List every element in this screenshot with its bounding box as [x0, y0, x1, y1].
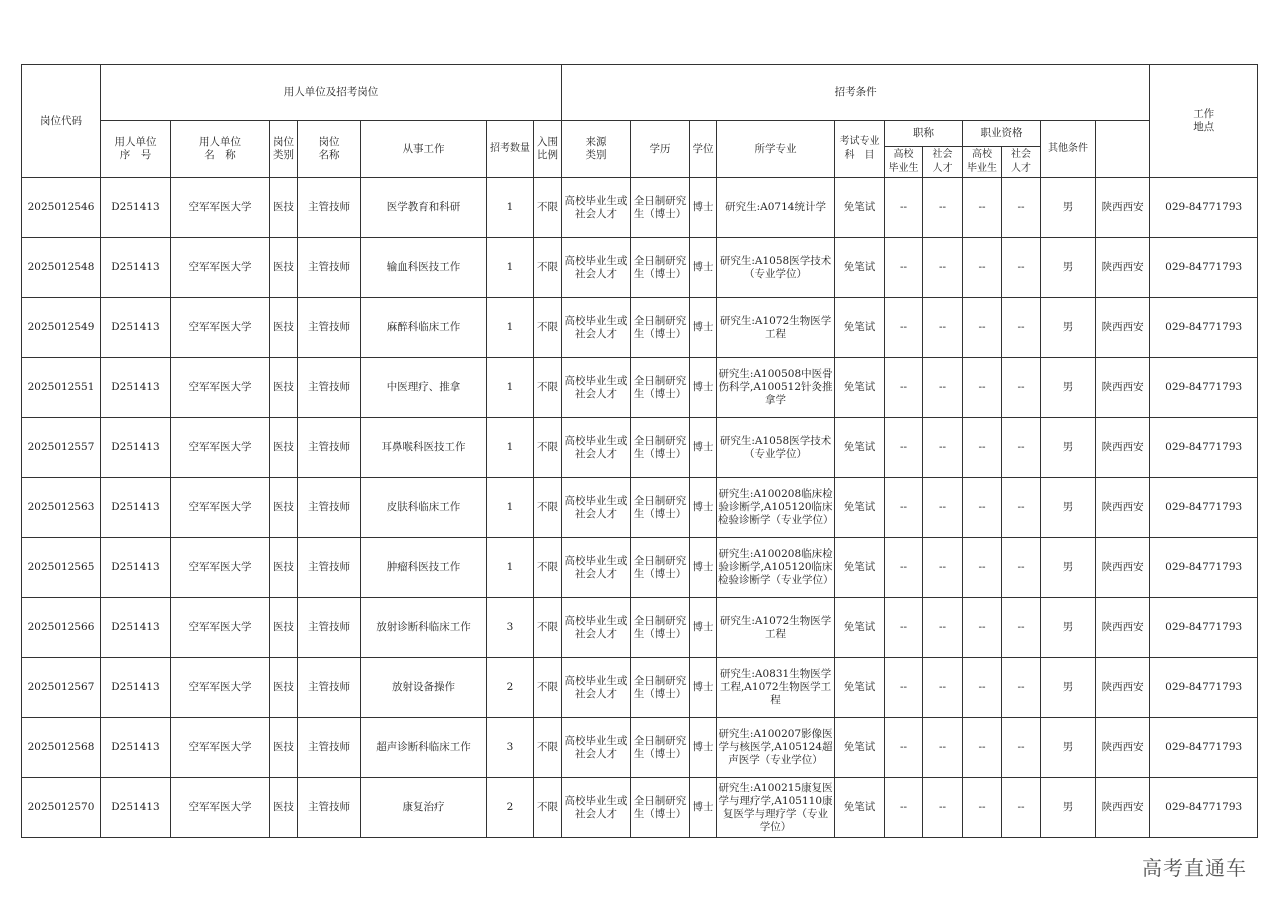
title-grad-cell: --	[885, 298, 923, 358]
education-cell: 全日制研究生（博士）	[631, 538, 690, 598]
education-cell: 全日制研究生（博士）	[631, 598, 690, 658]
qual-social-cell: --	[1002, 658, 1041, 718]
phone-cell: 029-84771793	[1150, 478, 1258, 538]
post-code-cell: 2025012548	[22, 238, 101, 298]
source-type-cell: 高校毕业生或社会人才	[562, 238, 631, 298]
source-type-cell: 高校毕业生或社会人才	[562, 178, 631, 238]
count-cell: 1	[487, 358, 534, 418]
work-location-cell: 陕西西安	[1096, 718, 1150, 778]
work-location-cell: 陕西西安	[1096, 358, 1150, 418]
ratio-cell: 不限	[534, 238, 562, 298]
header-employer-name: 用人单位 名 称	[171, 121, 270, 178]
title-social-cell: --	[923, 298, 963, 358]
other-cell: 男	[1041, 598, 1096, 658]
post-code-cell: 2025012557	[22, 418, 101, 478]
post-name-cell: 主管技师	[298, 418, 361, 478]
title-grad-cell: --	[885, 418, 923, 478]
work-location-cell: 陕西西安	[1096, 658, 1150, 718]
post-type-cell: 医技	[270, 178, 298, 238]
post-code-cell: 2025012551	[22, 358, 101, 418]
other-cell: 男	[1041, 538, 1096, 598]
table-row	[22, 178, 1258, 238]
table-row	[22, 778, 1258, 838]
qual-grad-cell: --	[963, 538, 1002, 598]
other-cell: 男	[1041, 298, 1096, 358]
header-exam-subject: 考试专业 科 目	[835, 121, 885, 178]
other-cell: 男	[1041, 238, 1096, 298]
education-cell: 全日制研究生（博士）	[631, 238, 690, 298]
qual-grad-cell: --	[963, 598, 1002, 658]
employer-seq-cell: D251413	[101, 418, 171, 478]
source-type-cell: 高校毕业生或社会人才	[562, 598, 631, 658]
title-social-cell: --	[923, 358, 963, 418]
work-location-cell: 陕西西安	[1096, 178, 1150, 238]
post-type-cell: 医技	[270, 298, 298, 358]
qual-grad-cell: --	[963, 478, 1002, 538]
duty-cell: 放射诊断科临床工作	[361, 598, 487, 658]
duty-cell: 耳鼻喉科医技工作	[361, 418, 487, 478]
title-grad-cell: --	[885, 178, 923, 238]
header-employer-seq: 用人单位 序 号	[101, 121, 171, 178]
post-name-cell: 主管技师	[298, 358, 361, 418]
watermark-text: 高考直通车	[1142, 856, 1247, 880]
degree-cell: 博士	[690, 238, 717, 298]
post-name-cell: 主管技师	[298, 778, 361, 838]
degree-cell: 博士	[690, 538, 717, 598]
header-major: 所学专业	[717, 121, 835, 178]
duty-cell: 医学教育和科研	[361, 178, 487, 238]
title-grad-cell: --	[885, 358, 923, 418]
header-row-2	[22, 121, 1258, 147]
title-social-cell: --	[923, 718, 963, 778]
education-cell: 全日制研究生（博士）	[631, 658, 690, 718]
duty-cell: 肿瘤科医技工作	[361, 538, 487, 598]
degree-cell: 博士	[690, 658, 717, 718]
employer-seq-cell: D251413	[101, 358, 171, 418]
exam-subject-cell: 免笔试	[835, 178, 885, 238]
qual-grad-cell: --	[963, 778, 1002, 838]
employer-seq-cell: D251413	[101, 538, 171, 598]
post-type-cell: 医技	[270, 658, 298, 718]
phone-cell: 029-84771793	[1150, 418, 1258, 478]
header-work-location: 工作 地点	[1150, 65, 1258, 178]
count-cell: 2	[487, 658, 534, 718]
table-row	[22, 658, 1258, 718]
post-code-cell: 2025012567	[22, 658, 101, 718]
duty-cell: 麻醉科临床工作	[361, 298, 487, 358]
employer-name-cell: 空军军医大学	[171, 418, 270, 478]
exam-subject-cell: 免笔试	[835, 718, 885, 778]
employer-seq-cell: D251413	[101, 478, 171, 538]
table-row	[22, 298, 1258, 358]
source-type-cell: 高校毕业生或社会人才	[562, 778, 631, 838]
ratio-cell: 不限	[534, 358, 562, 418]
ratio-cell: 不限	[534, 778, 562, 838]
degree-cell: 博士	[690, 358, 717, 418]
employer-name-cell: 空军军医大学	[171, 538, 270, 598]
title-social-cell: --	[923, 658, 963, 718]
major-cell: 研究生:A0831生物医学工程,A1072生物医学工程	[717, 658, 835, 718]
qual-grad-cell: --	[963, 238, 1002, 298]
count-cell: 1	[487, 238, 534, 298]
major-cell: 研究生:A1072生物医学工程	[717, 598, 835, 658]
title-social-cell: --	[923, 418, 963, 478]
post-code-cell: 2025012549	[22, 298, 101, 358]
post-type-cell: 医技	[270, 478, 298, 538]
employer-name-cell: 空军军医大学	[171, 178, 270, 238]
other-cell: 男	[1041, 178, 1096, 238]
qual-social-cell: --	[1002, 778, 1041, 838]
phone-cell: 029-84771793	[1150, 598, 1258, 658]
count-cell: 1	[487, 178, 534, 238]
other-cell: 男	[1041, 718, 1096, 778]
post-code-cell: 2025012570	[22, 778, 101, 838]
major-cell: 研究生:A100215康复医学与理疗学,A105110康复医学与理疗学（专业学位）	[717, 778, 835, 838]
header-duty: 从事工作	[361, 121, 487, 178]
employer-name-cell: 空军军医大学	[171, 478, 270, 538]
title-social-cell: --	[923, 238, 963, 298]
ratio-cell: 不限	[534, 598, 562, 658]
work-location-cell: 陕西西安	[1096, 238, 1150, 298]
header-post-code: 岗位代码	[22, 65, 101, 178]
qual-grad-cell: --	[963, 178, 1002, 238]
exam-subject-cell: 免笔试	[835, 298, 885, 358]
header-title-grad: 高校 毕业生	[885, 147, 923, 178]
work-location-cell: 陕西西安	[1096, 538, 1150, 598]
employer-name-cell: 空军军医大学	[171, 778, 270, 838]
qual-social-cell: --	[1002, 178, 1041, 238]
header-title-group: 职称	[885, 121, 963, 147]
post-type-cell: 医技	[270, 238, 298, 298]
post-name-cell: 主管技师	[298, 658, 361, 718]
education-cell: 全日制研究生（博士）	[631, 718, 690, 778]
duty-cell: 皮肤科临床工作	[361, 478, 487, 538]
education-cell: 全日制研究生（博士）	[631, 418, 690, 478]
qual-grad-cell: --	[963, 418, 1002, 478]
post-name-cell: 主管技师	[298, 538, 361, 598]
major-cell: 研究生:A0714统计学	[717, 178, 835, 238]
title-grad-cell: --	[885, 238, 923, 298]
header-title-social: 社会 人才	[923, 147, 963, 178]
duty-cell: 放射设备操作	[361, 658, 487, 718]
employer-name-cell: 空军军医大学	[171, 358, 270, 418]
major-cell: 研究生:A1072生物医学工程	[717, 298, 835, 358]
qual-social-cell: --	[1002, 538, 1041, 598]
phone-cell: 029-84771793	[1150, 298, 1258, 358]
phone-cell: 029-84771793	[1150, 538, 1258, 598]
ratio-cell: 不限	[534, 418, 562, 478]
qual-grad-cell: --	[963, 658, 1002, 718]
ratio-cell: 不限	[534, 538, 562, 598]
title-social-cell: --	[923, 478, 963, 538]
header-post-name: 岗位 名称	[298, 121, 361, 178]
exam-subject-cell: 免笔试	[835, 238, 885, 298]
post-type-cell: 医技	[270, 358, 298, 418]
source-type-cell: 高校毕业生或社会人才	[562, 718, 631, 778]
header-employer-group: 用人单位及招考岗位	[101, 65, 562, 121]
exam-subject-cell: 免笔试	[835, 598, 885, 658]
table-row	[22, 358, 1258, 418]
post-code-cell: 2025012565	[22, 538, 101, 598]
phone-cell: 029-84771793	[1150, 238, 1258, 298]
work-location-cell: 陕西西安	[1096, 478, 1150, 538]
count-cell: 3	[487, 718, 534, 778]
header-other: 其他条件	[1041, 121, 1096, 178]
phone-cell: 029-84771793	[1150, 658, 1258, 718]
table-row	[22, 418, 1258, 478]
post-name-cell: 主管技师	[298, 598, 361, 658]
employer-name-cell: 空军军医大学	[171, 598, 270, 658]
major-cell: 研究生:A100207影像医学与核医学,A105124超声医学（专业学位）	[717, 718, 835, 778]
exam-subject-cell: 免笔试	[835, 358, 885, 418]
ratio-cell: 不限	[534, 478, 562, 538]
source-type-cell: 高校毕业生或社会人才	[562, 418, 631, 478]
exam-subject-cell: 免笔试	[835, 538, 885, 598]
degree-cell: 博士	[690, 778, 717, 838]
duty-cell: 康复治疗	[361, 778, 487, 838]
qual-social-cell: --	[1002, 418, 1041, 478]
qual-social-cell: --	[1002, 298, 1041, 358]
ratio-cell: 不限	[534, 718, 562, 778]
source-type-cell: 高校毕业生或社会人才	[562, 538, 631, 598]
duty-cell: 中医理疗、推拿	[361, 358, 487, 418]
education-cell: 全日制研究生（博士）	[631, 298, 690, 358]
title-social-cell: --	[923, 178, 963, 238]
exam-subject-cell: 免笔试	[835, 778, 885, 838]
table-row	[22, 238, 1258, 298]
other-cell: 男	[1041, 358, 1096, 418]
count-cell: 1	[487, 478, 534, 538]
title-social-cell: --	[923, 538, 963, 598]
other-cell: 男	[1041, 658, 1096, 718]
post-name-cell: 主管技师	[298, 298, 361, 358]
qual-social-cell: --	[1002, 358, 1041, 418]
post-name-cell: 主管技师	[298, 478, 361, 538]
table-row	[22, 478, 1258, 538]
phone-cell: 029-84771793	[1150, 718, 1258, 778]
work-location-cell: 陕西西安	[1096, 778, 1150, 838]
duty-cell: 输血科医技工作	[361, 238, 487, 298]
post-type-cell: 医技	[270, 778, 298, 838]
other-cell: 男	[1041, 478, 1096, 538]
title-grad-cell: --	[885, 478, 923, 538]
header-degree: 学位	[690, 121, 717, 178]
post-type-cell: 医技	[270, 538, 298, 598]
degree-cell: 博士	[690, 718, 717, 778]
title-grad-cell: --	[885, 538, 923, 598]
table-row	[22, 718, 1258, 778]
count-cell: 1	[487, 298, 534, 358]
header-count: 招考数量	[487, 121, 534, 178]
header-source-type: 来源 类别	[562, 121, 631, 178]
phone-cell: 029-84771793	[1150, 778, 1258, 838]
degree-cell: 博士	[690, 418, 717, 478]
phone-cell: 029-84771793	[1150, 178, 1258, 238]
qual-social-cell: --	[1002, 598, 1041, 658]
education-cell: 全日制研究生（博士）	[631, 358, 690, 418]
source-type-cell: 高校毕业生或社会人才	[562, 478, 631, 538]
degree-cell: 博士	[690, 598, 717, 658]
post-name-cell: 主管技师	[298, 718, 361, 778]
employer-seq-cell: D251413	[101, 238, 171, 298]
major-cell: 研究生:A100508中医骨伤科学,A100512针灸推拿学	[717, 358, 835, 418]
degree-cell: 博士	[690, 298, 717, 358]
source-type-cell: 高校毕业生或社会人才	[562, 358, 631, 418]
major-cell: 研究生:A100208临床检验诊断学,A105120临床检验诊断学（专业学位）	[717, 538, 835, 598]
work-location-cell: 陕西西安	[1096, 298, 1150, 358]
header-qual-social: 社会 人才	[1002, 147, 1041, 178]
header-conditions-group: 招考条件	[562, 65, 1150, 121]
qual-social-cell: --	[1002, 718, 1041, 778]
count-cell: 1	[487, 538, 534, 598]
recruitment-table	[21, 64, 1258, 838]
header-post-type: 岗位 类别	[270, 121, 298, 178]
table-row	[22, 598, 1258, 658]
post-type-cell: 医技	[270, 598, 298, 658]
phone-cell: 029-84771793	[1150, 358, 1258, 418]
other-cell: 男	[1041, 778, 1096, 838]
degree-cell: 博士	[690, 178, 717, 238]
count-cell: 1	[487, 418, 534, 478]
exam-subject-cell: 免笔试	[835, 478, 885, 538]
post-code-cell: 2025012568	[22, 718, 101, 778]
employer-name-cell: 空军军医大学	[171, 298, 270, 358]
employer-name-cell: 空军军医大学	[171, 238, 270, 298]
duty-cell: 超声诊断科临床工作	[361, 718, 487, 778]
count-cell: 3	[487, 598, 534, 658]
qual-social-cell: --	[1002, 478, 1041, 538]
post-type-cell: 医技	[270, 418, 298, 478]
exam-subject-cell: 免笔试	[835, 418, 885, 478]
other-cell: 男	[1041, 418, 1096, 478]
ratio-cell: 不限	[534, 178, 562, 238]
education-cell: 全日制研究生（博士）	[631, 478, 690, 538]
employer-seq-cell: D251413	[101, 658, 171, 718]
count-cell: 2	[487, 778, 534, 838]
ratio-cell: 不限	[534, 298, 562, 358]
education-cell: 全日制研究生（博士）	[631, 178, 690, 238]
post-code-cell: 2025012563	[22, 478, 101, 538]
post-type-cell: 医技	[270, 718, 298, 778]
work-location-cell: 陕西西安	[1096, 418, 1150, 478]
qual-social-cell: --	[1002, 238, 1041, 298]
table-body	[22, 178, 1258, 838]
title-social-cell: --	[923, 598, 963, 658]
major-cell: 研究生:A100208临床检验诊断学,A105120临床检验诊断学（专业学位）	[717, 478, 835, 538]
work-location-cell: 陕西西安	[1096, 598, 1150, 658]
qual-grad-cell: --	[963, 358, 1002, 418]
employer-name-cell: 空军军医大学	[171, 718, 270, 778]
employer-seq-cell: D251413	[101, 298, 171, 358]
post-code-cell: 2025012566	[22, 598, 101, 658]
header-ratio: 入围 比例	[534, 121, 562, 178]
qual-grad-cell: --	[963, 718, 1002, 778]
post-name-cell: 主管技师	[298, 238, 361, 298]
title-grad-cell: --	[885, 718, 923, 778]
header-education: 学历	[631, 121, 690, 178]
title-grad-cell: --	[885, 778, 923, 838]
post-code-cell: 2025012546	[22, 178, 101, 238]
ratio-cell: 不限	[534, 658, 562, 718]
table-row	[22, 538, 1258, 598]
employer-seq-cell: D251413	[101, 718, 171, 778]
major-cell: 研究生:A1058医学技术（专业学位）	[717, 238, 835, 298]
title-social-cell: --	[923, 778, 963, 838]
exam-subject-cell: 免笔试	[835, 658, 885, 718]
degree-cell: 博士	[690, 478, 717, 538]
employer-name-cell: 空军军医大学	[171, 658, 270, 718]
title-grad-cell: --	[885, 598, 923, 658]
qual-grad-cell: --	[963, 298, 1002, 358]
education-cell: 全日制研究生（博士）	[631, 778, 690, 838]
employer-seq-cell: D251413	[101, 178, 171, 238]
header-qualification-group: 职业资格	[963, 121, 1041, 147]
source-type-cell: 高校毕业生或社会人才	[562, 298, 631, 358]
source-type-cell: 高校毕业生或社会人才	[562, 658, 631, 718]
employer-seq-cell: D251413	[101, 778, 171, 838]
title-grad-cell: --	[885, 658, 923, 718]
header-qual-grad: 高校 毕业生	[963, 147, 1002, 178]
employer-seq-cell: D251413	[101, 598, 171, 658]
header-row-1	[22, 65, 1258, 121]
major-cell: 研究生:A1058医学技术（专业学位）	[717, 418, 835, 478]
post-name-cell: 主管技师	[298, 178, 361, 238]
